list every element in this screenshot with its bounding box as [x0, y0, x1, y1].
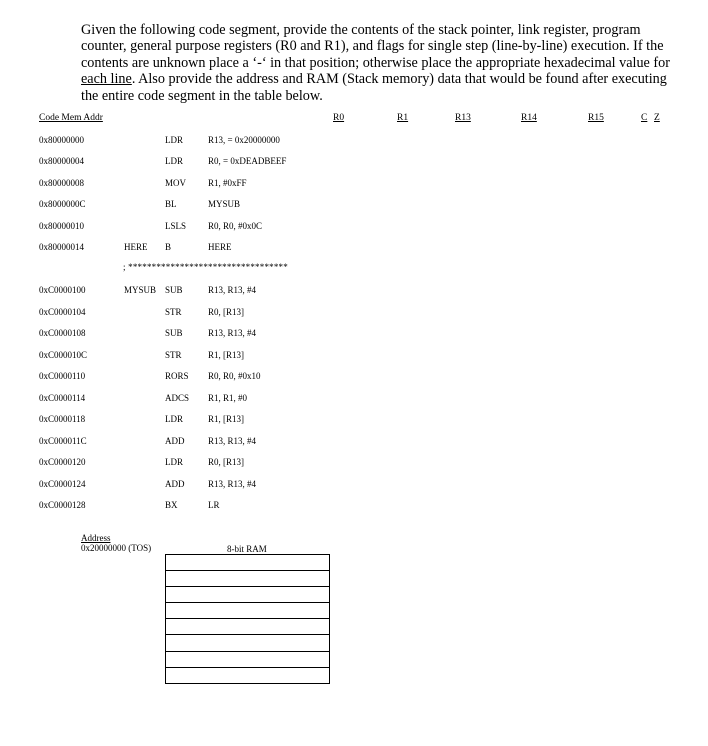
code-mnemonic: STR [165, 350, 182, 360]
code-line [0, 199, 708, 211]
code-operands: R0, [R13] [208, 457, 244, 467]
intro-text-2: . Also provide the address and RAM (Stack memory) data that would be found after executing the entire code segment in the table below. [81, 71, 667, 104]
header-r15: R15 [588, 113, 604, 123]
code-address: 0xC0000128 [39, 500, 86, 510]
ram-row [166, 619, 330, 635]
code-label: HERE [124, 242, 148, 252]
code-operands: HERE [208, 242, 232, 252]
ram-row [166, 571, 330, 587]
intro-text-1: Given the following code segment, provide the contents of the stack pointer, link register, program counter, general purpose registers (R0 and R1), and flags for single step (line-by-line) execution. If the contents are unknown place a ‘-‘ in that position; otherwise place the appropriate hexadecimal value for [81, 22, 670, 71]
code-address: 0xC0000108 [39, 328, 86, 338]
header-r13: R13 [455, 113, 471, 123]
code-operands: R1, R1, #0 [208, 393, 248, 403]
code-mnemonic: SUB [165, 285, 183, 295]
code-line [0, 393, 708, 405]
code-operands: R0, = 0xDEADBEEF [208, 156, 287, 166]
code-address: 0x80000000 [39, 135, 84, 145]
header-code-mem-addr: Code Mem Addr [39, 113, 103, 123]
code-operands: R13, R13, #4 [208, 479, 257, 489]
code-mnemonic: LDR [165, 135, 183, 145]
code-mnemonic: ADD [165, 479, 185, 489]
code-address: 0x80000004 [39, 156, 84, 166]
ram-cell[interactable] [166, 587, 330, 603]
ram-cell[interactable] [166, 555, 330, 571]
header-r1: R1 [397, 113, 409, 123]
ram-cell[interactable] [166, 571, 330, 587]
ram-table [165, 554, 330, 684]
code-operands: R0, R0, #0x10 [208, 371, 261, 381]
ram-column-label: 8-bit RAM [227, 544, 267, 554]
code-operands: MYSUB [208, 199, 241, 209]
ram-cell[interactable] [166, 651, 330, 667]
header-c-flag: C [641, 113, 648, 123]
code-operands: R1, #0xFF [208, 178, 247, 188]
code-address: 0xC0000118 [39, 414, 86, 424]
code-line [0, 479, 708, 491]
ram-row [166, 635, 330, 651]
code-mnemonic: ADCS [165, 393, 190, 403]
ram-cell[interactable] [166, 635, 330, 651]
code-mnemonic: MOV [165, 178, 187, 188]
code-operands: R1, [R13] [208, 414, 244, 424]
ram-cell[interactable] [166, 603, 330, 619]
code-address: 0x80000008 [39, 178, 84, 188]
code-address: 0xC0000110 [39, 371, 86, 381]
ram-row [166, 555, 330, 571]
header-r0: R0 [333, 113, 345, 123]
intro-emphasis: each line [81, 71, 132, 88]
code-line [0, 500, 708, 512]
comment-separator: ; ********************************** [123, 262, 288, 272]
code-mnemonic: LSLS [165, 221, 187, 231]
code-line [0, 328, 708, 340]
code-address: 0x80000010 [39, 221, 84, 231]
ram-row [166, 667, 330, 683]
code-address: 0xC0000120 [39, 457, 86, 467]
code-mnemonic: LDR [165, 414, 183, 424]
code-mnemonic: LDR [165, 457, 183, 467]
ram-cell[interactable] [166, 619, 330, 635]
code-mnemonic: ADD [165, 436, 185, 446]
top-of-stack-address: 0x20000000 (TOS) [81, 543, 152, 553]
intro-paragraph [81, 22, 671, 104]
code-address: 0xC0000114 [39, 393, 86, 403]
code-line [0, 307, 708, 319]
memory-address-label: Address [81, 533, 111, 543]
code-address: 0x8000000C [39, 199, 86, 209]
code-line [0, 350, 708, 362]
code-mnemonic: SUB [165, 328, 183, 338]
code-address: 0xC000011C [39, 436, 87, 446]
code-address: 0xC0000124 [39, 479, 86, 489]
code-mnemonic: RORS [165, 371, 189, 381]
header-r14: R14 [521, 113, 537, 123]
code-operands: LR [208, 500, 220, 510]
code-operands: R13, R13, #4 [208, 328, 257, 338]
ram-row [166, 587, 330, 603]
code-line [0, 242, 708, 254]
code-line [0, 285, 708, 297]
code-address: 0xC0000104 [39, 307, 86, 317]
code-operands: R13, R13, #4 [208, 436, 257, 446]
code-line [0, 221, 708, 233]
code-line [0, 178, 708, 190]
code-operands: R1, [R13] [208, 350, 244, 360]
code-mnemonic: LDR [165, 156, 183, 166]
code-mnemonic: BL [165, 199, 177, 209]
code-mnemonic: BX [165, 500, 178, 510]
code-line [0, 457, 708, 469]
code-address: 0xC000010C [39, 350, 88, 360]
code-operands: R0, [R13] [208, 307, 244, 317]
code-operands: R13, R13, #4 [208, 285, 257, 295]
ram-cell[interactable] [166, 667, 330, 683]
ram-row [166, 603, 330, 619]
code-line [0, 135, 708, 147]
code-address: 0x80000014 [39, 242, 84, 252]
code-label: MYSUB [124, 285, 157, 295]
code-operands: R13, = 0x20000000 [208, 135, 280, 145]
code-address: 0xC0000100 [39, 285, 86, 295]
code-mnemonic: B [165, 242, 172, 252]
ram-row [166, 651, 330, 667]
code-mnemonic: STR [165, 307, 182, 317]
code-operands: R0, R0, #0x0C [208, 221, 263, 231]
header-z-flag: Z [654, 113, 660, 123]
code-line [0, 156, 708, 168]
code-line [0, 436, 708, 448]
code-line [0, 371, 708, 383]
code-line [0, 414, 708, 426]
